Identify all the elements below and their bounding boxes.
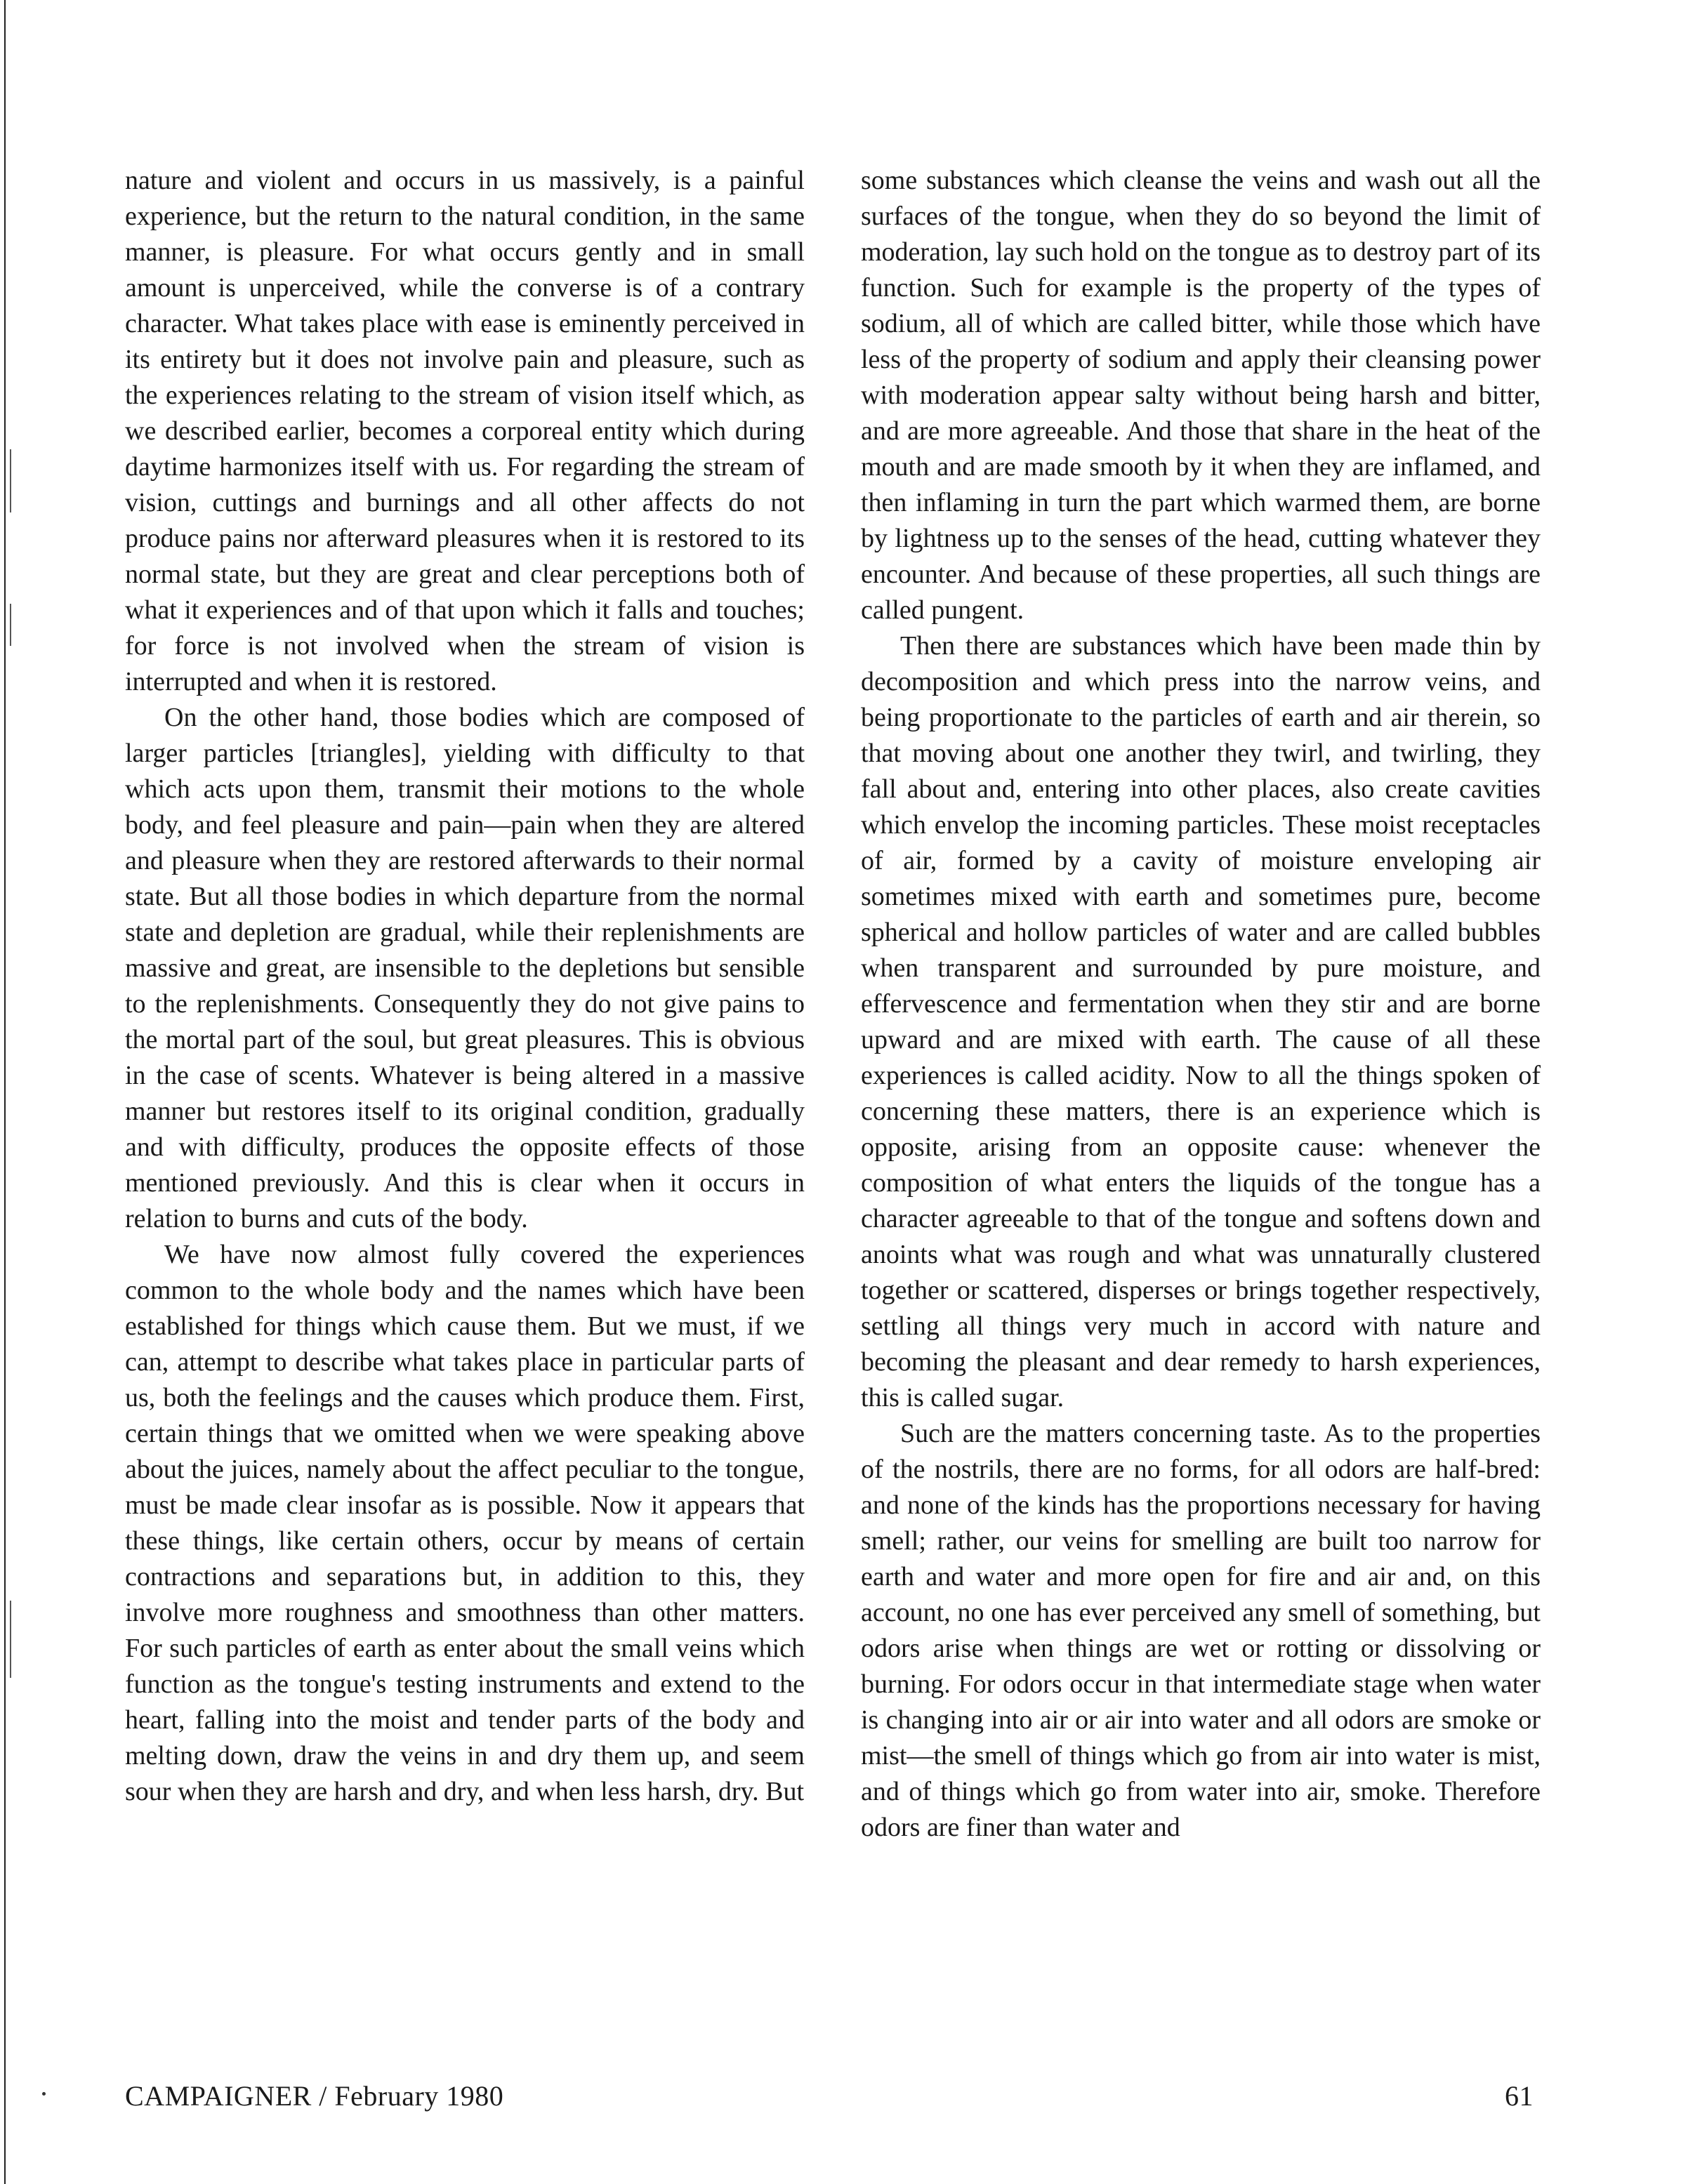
scan-tick-mark <box>10 1601 11 1678</box>
paragraph: nature and violent and occurs in us massively, is a painful experience, but the return to the natural condition, in the same manner, is pleasure. For what occurs gently and in small amount is unperceived, while the converse is of a contrary character. What takes place with ease is eminently perceived in its entirety but it does not involve pain and pleasure, such as the experiences relating to the stream of vision itself which, as we described earlier, becomes a corporeal entity which during daytime harmonizes itself with us. For regarding the stream of vision, cuttings and burnings and all other affects do not produce pains nor afterward pleasures when it is restored to its normal state, but they are great and clear perceptions both of what it experiences and of that upon which it falls and touches; for force is not involved when the stream of vision is interrupted and when it is restored. <box>125 166 805 696</box>
right-text-column <box>861 163 1541 1846</box>
margin-dot <box>42 2092 46 2096</box>
scan-tick-mark <box>10 604 11 646</box>
footer-publication: CAMPAIGNER / February 1980 <box>125 2080 504 2112</box>
paragraph: Then there are substances which have been made thin by decomposition and which press into the narrow veins, and being proportionate to the particles of earth and air therein, so that moving about one another they twirl, and twirling, they fall about and, entering into other places, also create cavities which envelop the incoming particles. These moist receptacles of air, formed by a cavity of moisture enveloping air sometimes mixed with earth and sometimes pure, become spherical and hollow particles of water and are called bubbles when transparent and surrounded by pure moisture, and effervescence and fermentation when they stir and are borne upward and are mixed with earth. The cause of all these experiences is called acidity. Now to all the things spoken of concerning these matters, there is an experience which is opposite, arising from an opposite cause: whenever the composition of what enters the liquids of the tongue has a character agreeable to that of the tongue and softens down and anoints what was rough and what was unnaturally clustered together or scattered, disperses or brings together respectively, settling all things very much in accord with nature and becoming the pleasant and dear remedy to harsh experiences, this is called sugar. <box>861 631 1541 1412</box>
scan-edge-line <box>4 0 6 2184</box>
paragraph: Such are the matters concerning taste. As to the properties of the nostrils, there are no forms, for all odors are half-bred: and none of the kinds has the proportions necessary for having smell; rather, our veins for smelling are built too narrow for earth and water and more open for fire and air and, on this account, no one has ever perceived any smell of something, but odors arise when things are wet or rotting or dissolving or burning. For odors occur in that intermediate stage when water is changing into air or air into water and all odors are smoke or mist—the smell of things which go from air into water is mist, and of things which go from water into air, smoke. Therefore odors are finer than water and <box>861 1419 1541 1842</box>
scan-tick-mark <box>10 449 11 512</box>
paragraph: some substances which cleanse the veins and wash out all the surfaces of the tongue, when they do so beyond the limit of moderation, lay such hold on the tongue as to destroy part of its function. Such for example is the property of the types of sodium, all of which are called bitter, while those which have less of the property of sodium and apply their cleansing power with moderation appear salty without being harsh and bitter, and are more agreeable. And those that share in the heat of the mouth and are made smooth by it when they are inflamed, and then inflaming in turn the part which warmed them, are borne by lightness up to the senses of the head, cutting whatever they encounter. And because of these properties, all such things are called pungent. <box>861 166 1541 625</box>
left-text-column <box>125 163 805 1810</box>
paragraph: On the other hand, those bodies which are composed of larger particles [triangles], yielding with difficulty to that which acts upon them, transmit their motions to the whole body, and feel pleasure and pain—pain when they are altered and pleasure when they are restored afterwards to their normal state. But all those bodies in which departure from the normal state and depletion are gradual, while their replenishments are massive and great, are insensible to the depletions but sensible to the replenishments. Consequently they do not give pains to the mortal part of the soul, but great pleasures. This is obvious in the case of scents. Whatever is being altered in a massive manner but restores itself to its original condition, gradually and with difficulty, produces the opposite effects of those mentioned previously. And this is clear when it occurs in relation to burns and cuts of the body. <box>125 703 805 1233</box>
paragraph: We have now almost fully covered the experiences common to the whole body and the names which have been established for things which cause them. But we must, if we can, attempt to describe what takes place in particular parts of us, both the feelings and the causes which produce them. First, certain things that we omitted when we were speaking above about the juices, namely about the affect peculiar to the tongue, must be made clear insofar as is possible. Now it appears that these things, like certain others, occur by means of certain contractions and separations but, in addition to this, they involve more roughness and smoothness than other matters. For such particles of earth as enter about the small veins which function as the tongue's testing instruments and extend to the heart, falling into the moist and tender parts of the body and melting down, draw the veins in and dry them up, and seem sour when they are harsh and dry, and when less harsh, dry. But <box>125 1240 805 1806</box>
page-number: 61 <box>1505 2080 1534 2112</box>
